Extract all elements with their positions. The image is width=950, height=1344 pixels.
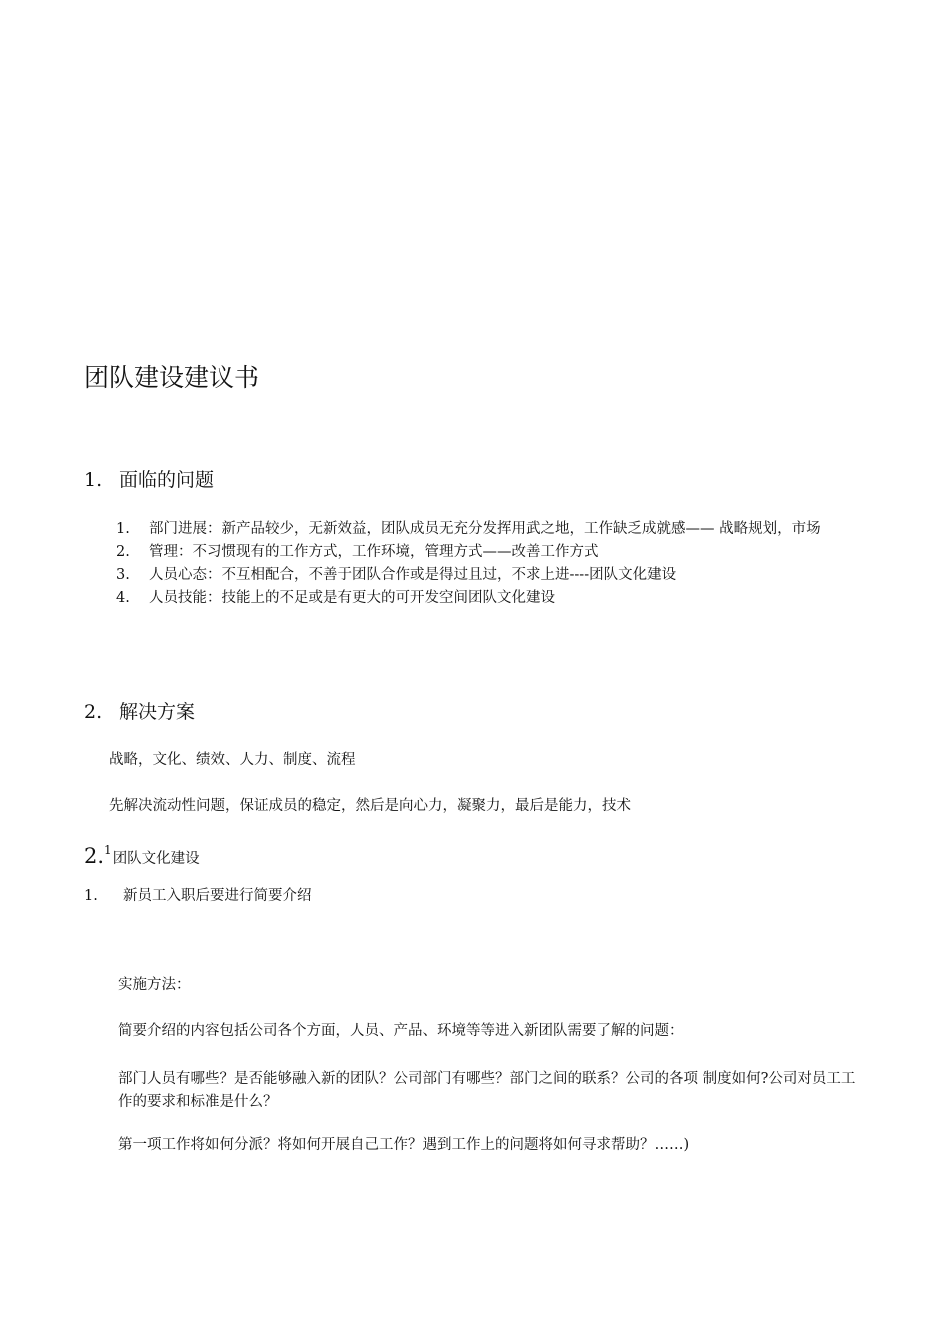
problem-list-item bbox=[116, 587, 856, 610]
solution-paragraph-2: 先解决流动性问题，保证成员的稳定，然后是向心力，凝聚力，最后是能力，技术 bbox=[109, 798, 631, 814]
list-item-text: 管理：不习惯现有的工作方式，工作环境，管理方式——改善工作方式 bbox=[149, 544, 599, 560]
section-1-heading bbox=[84, 467, 384, 493]
solution-paragraph-1: 战略，文化、绩效、人力、制度、流程 bbox=[109, 752, 356, 768]
section-1-number: 1. bbox=[84, 469, 103, 491]
document-title: 团队建设建议书 bbox=[84, 363, 260, 392]
list-item-number: 4. bbox=[116, 590, 130, 606]
method-label: 实施方法： bbox=[118, 977, 191, 993]
problem-list-item bbox=[116, 541, 856, 564]
section-2-heading bbox=[84, 699, 384, 725]
problem-list-item bbox=[116, 518, 856, 541]
list-item-number: 3. bbox=[116, 567, 130, 583]
culture-item-number: 1. bbox=[84, 888, 98, 904]
method-paragraph-2: 部门人员有哪些？是否能够融入新的团队？公司部门有哪些？部门之间的联系？公司的各项 制度如何?公司对员工工作的要求和标准是什么？ bbox=[118, 1071, 856, 1110]
section-1-title: 面临的问题 bbox=[119, 469, 215, 491]
method-paragraph-3: 第一项工作将如何分派？将如何开展自己工作？遇到工作上的问题将如何寻求帮助？……) bbox=[118, 1137, 690, 1153]
subsection-2-1-heading bbox=[84, 836, 200, 873]
section-2-title: 解决方案 bbox=[119, 701, 196, 723]
list-item-text: 人员技能：技能上的不足或是有更大的可开发空间团队文化建设 bbox=[149, 590, 555, 606]
culture-item bbox=[84, 884, 484, 908]
subsection-title: 团队文化建设 bbox=[112, 851, 200, 867]
list-item-number: 1. bbox=[116, 521, 130, 537]
list-item-text: 部门进展：新产品较少，无新效益，团队成员无充分发挥用武之地，工作缺乏成就感—— 战略规划，市场 bbox=[149, 521, 821, 537]
subsection-number-sup: 1 bbox=[104, 843, 112, 857]
culture-item-text: 新员工入职后要进行简要介绍 bbox=[123, 888, 312, 904]
problem-list bbox=[116, 518, 856, 610]
section-2-number: 2. bbox=[84, 701, 103, 723]
list-item-number: 2. bbox=[116, 544, 130, 560]
subsection-number: 2. bbox=[84, 844, 105, 868]
list-item-text: 人员心态：不互相配合，不善于团队合作或是得过且过，不求上进----团队文化建设 bbox=[149, 567, 677, 583]
problem-list-item bbox=[116, 564, 856, 587]
method-paragraph-1: 简要介绍的内容包括公司各个方面，人员、产品、环境等等进入新团队需要了解的问题： bbox=[118, 1023, 684, 1039]
